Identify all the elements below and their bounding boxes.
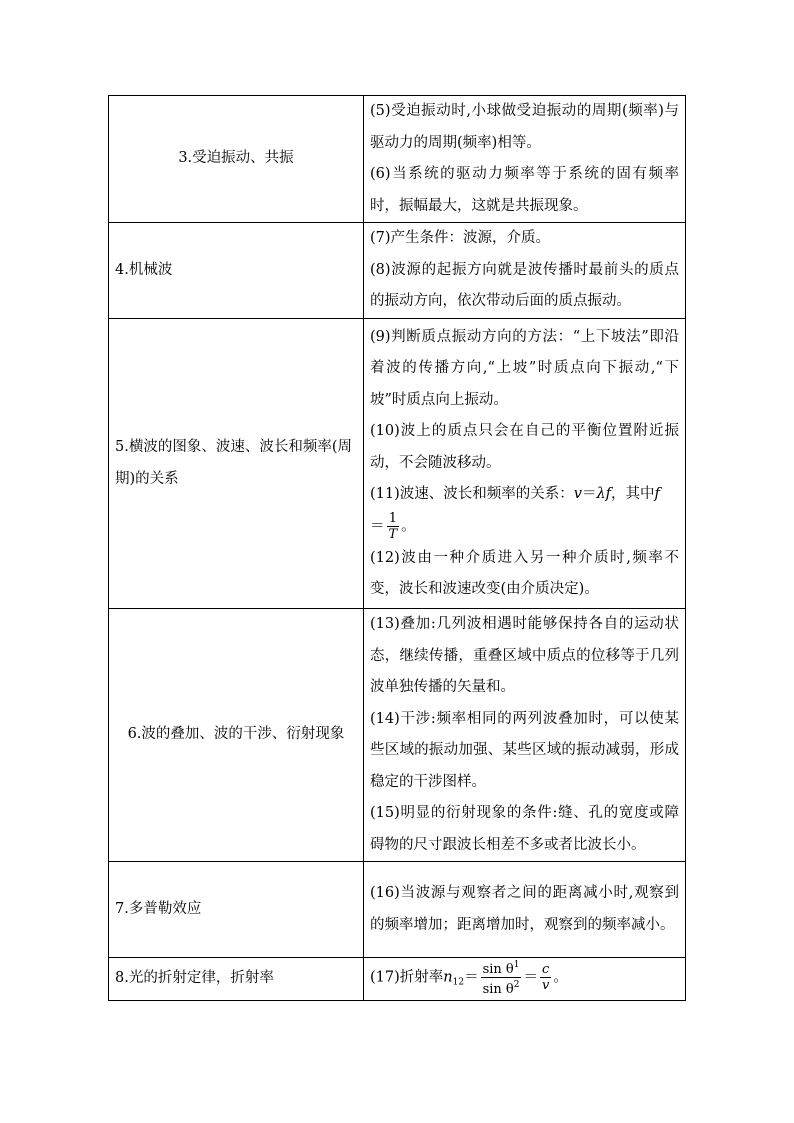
topic-cell: 6.波的叠加、波的干涉、衍射现象 [109,609,364,862]
superscript-2: 2 [513,980,520,990]
list-item: (8)波源的起振方向就是波传播时最前头的质点的振动方向，依次带动后面的质点振动。 [370,261,679,310]
fraction-numerator: c [540,962,551,978]
fraction-numerator [481,958,522,978]
formula-prefix: (17)折射率 [370,969,444,986]
superscript-1: 1 [513,960,520,970]
formula-end: 。 [401,518,416,534]
sin-theta-1: sin θ [482,962,514,977]
fraction [540,962,551,993]
list-item: (14)干涉:频率相同的两列波叠加时，可以使某些区域的振动加强、某些区域的振动减弱，形成稳定的干涉图样。 [370,710,679,790]
physics-knowledge-table [108,95,686,1001]
formula-equals: ＝ [581,486,597,502]
detail-cell [364,223,686,319]
fraction-denominator: T [388,526,398,542]
topic-cell: 4.机械波 [109,223,364,319]
list-item: (5)受迫振动时,小球做受迫振动的周期(频率)与驱动力的周期(频率)相等。 [370,103,679,151]
formula-v: v [573,486,582,502]
fraction-denominator: v [541,978,550,993]
fraction-numerator: 1 [387,511,400,527]
formula-f: f [654,486,660,502]
formula-item [370,479,679,543]
formula-end: 。 [553,969,568,986]
formula-item [370,958,679,1000]
sin-theta-2: sin θ [482,982,514,997]
table-row [109,96,686,223]
detail-cell [364,609,686,862]
table-row [109,862,686,958]
formula-equals: ＝ [370,518,385,534]
fraction [481,958,522,997]
table-row [109,223,686,319]
detail-cell [364,96,686,223]
fraction-denominator [481,978,522,997]
topic-cell: 7.多普勒效应 [109,862,364,958]
formula-equals: ＝ [523,969,538,986]
topic-cell: 3.受迫振动、共振 [109,96,364,223]
list-item: (16)当波源与观察者之间的距离减小时,观察到的频率增加；距离增加时，观察到的频率减小。 [370,885,679,933]
detail-cell [364,958,686,1001]
list-item: (10)波上的质点只会在自己的平衡位置附近振动，不会随波移动。 [370,423,679,471]
list-item: (15)明显的衍射现象的条件:缝、孔的宽度或障碍物的尺寸跟波长相差不多或者比波长小。 [370,805,679,853]
detail-cell [364,862,686,958]
formula-n: n [443,969,453,986]
formula-prefix: (11)波速、波长和频率的关系： [370,486,574,502]
table-row [109,609,686,862]
topic-cell: 5.横波的图象、波速、波长和频率(周期)的关系 [109,319,364,609]
fraction [387,511,400,542]
list-item: (9)判断质点振动方向的方法：“上下坡法”即沿着波的传播方向,“上坡”时质点向下振动,“下坡”时质点向上振动。 [370,328,679,408]
formula-n-subscript: 12 [452,977,465,988]
detail-cell [364,319,686,609]
table-row [109,958,686,1001]
table-row [109,319,686,609]
list-item: (6)当系统的驱动力频率等于系统的固有频率时，振幅最大，这就是共振现象。 [370,166,679,214]
formula-lambda-f: λf [596,486,612,502]
formula-mid: ，其中 [611,486,655,502]
formula-equals: ＝ [464,969,479,986]
topic-cell: 8.光的折射定律，折射率 [109,958,364,1001]
list-item: (7)产生条件：波源，介质。 [370,230,551,247]
list-item: (13)叠加:几列波相遇时能够保持各自的运动状态，继续传播，重叠区域中质点的位移等于几列波单独传播的矢量和。 [370,616,679,695]
list-item: (12)波由一种介质进入另一种介质时,频率不变，波长和波速改变(由介质决定)。 [370,549,679,597]
